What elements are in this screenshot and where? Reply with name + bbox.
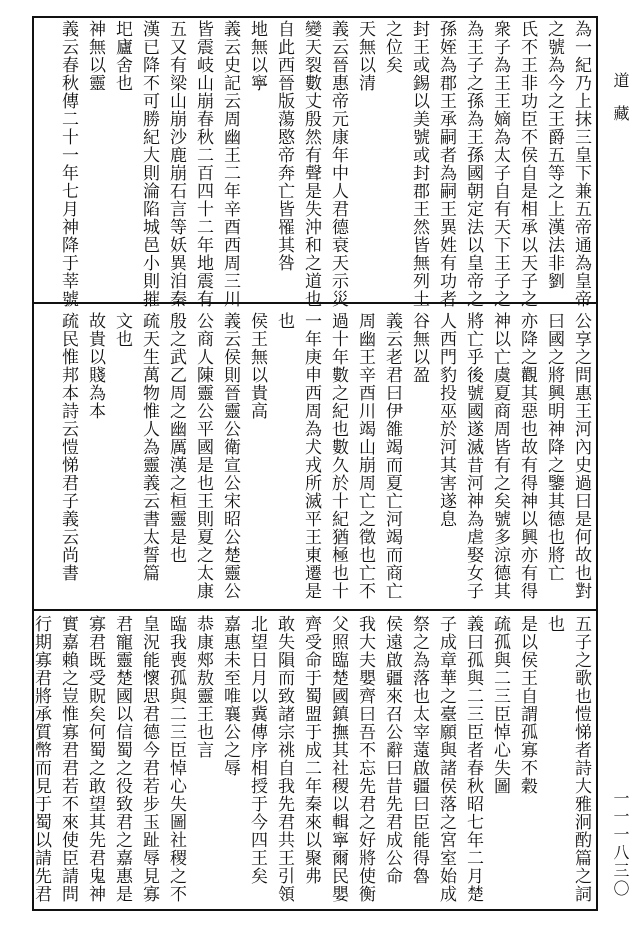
- text-column: 為一紀乃上抹三皇下兼五帝通為皇帝: [571, 20, 591, 308]
- text-column: 自此西晉版蕩愍帝奔亡皆罹其咎: [274, 20, 294, 272]
- text-column: 氏不王非功臣不侯自是相承以天子之: [517, 20, 537, 308]
- text-column: 我大夫嬰齊曰吾不忘先君之好將使衡: [355, 615, 375, 903]
- text-column: 疏孤與二三臣悼心失圖: [490, 615, 510, 795]
- text-panel-middle: [36, 312, 594, 606]
- text-column: 敢失隕而致諸宗祧自我先君共王引領: [274, 615, 294, 903]
- text-column: 殷之武乙周之幽厲漢之桓靈是也: [166, 312, 186, 564]
- text-column: 義云春秋傳二十一年七月神降于莘號: [58, 20, 78, 308]
- text-column: 疏民惟邦本詩云愷悌君子義云尚書: [58, 312, 78, 582]
- text-column: 公商人陳靈公平國是也王則夏之太康: [193, 312, 213, 600]
- text-column: 子成章華之臺願與諸侯落之宮室始成: [436, 615, 456, 903]
- text-column: 亦降之觀其惡也故有得神以興亦有得: [517, 312, 537, 600]
- text-column: 疏天生萬物惟人為靈義云書太誓篇: [139, 312, 159, 582]
- text-column: 衆子為王王嫡為太子自有天下王子之: [490, 20, 510, 308]
- column-group: [36, 20, 594, 308]
- text-column: 一年庚申西周為犬戎所滅平王東遷是: [301, 312, 321, 600]
- text-column: 人西門豹投巫於河其害遂息: [436, 312, 456, 528]
- text-column: 是以侯王自謂孤寡不穀: [517, 615, 537, 795]
- text-column: 神以亡虞夏商周皆有之矣號多涼德其: [490, 312, 510, 600]
- text-column: 孫姪為郡王承嗣者為嗣王異姓有功者: [436, 20, 456, 308]
- text-column: 變天裂數丈殷然有聲是失沖和之道也: [301, 20, 321, 308]
- text-column: 義曰孤與二三臣者春秋昭七年二月楚: [463, 615, 483, 903]
- text-column: 也: [274, 312, 294, 330]
- text-column: 也: [544, 615, 564, 633]
- text-panel-top: [36, 20, 594, 308]
- text-column: 侯王無以貴高: [247, 312, 267, 420]
- text-column: 齊受命于蜀盟于成二年秦來以聚弗: [301, 615, 321, 885]
- text-column: 曰國之將興明神降之鑒其德也將亡: [544, 312, 564, 582]
- text-column: 過十年數之紀也數久於十紀猶極也十: [328, 312, 348, 600]
- text-column: 天無以清: [355, 20, 375, 92]
- column-group: [36, 312, 594, 606]
- text-column: 祭之為落也太宰薳啟疆曰臣能得魯: [409, 615, 429, 885]
- text-column: 圯廬舍也: [112, 20, 132, 92]
- text-column: 皆震岐山崩春秋二百四十二年地震有: [193, 20, 213, 308]
- text-column: 五又有梁山崩沙鹿崩石言等妖異洎秦: [166, 20, 186, 308]
- text-column: 君寵靈楚國以信蜀之役致君之嘉惠是: [112, 615, 132, 903]
- text-column: 漢已降不可勝紀大則淪陷城邑小則摧: [139, 20, 159, 308]
- text-column: 文也: [112, 312, 132, 348]
- text-column: 臨我喪孤與二三臣悼心失圖社稷之不: [166, 615, 186, 903]
- text-column: 義云晉惠帝元康年中人君德衰天示災: [328, 20, 348, 308]
- text-column: 父照臨楚國鎮撫其社稷以輯寧爾民嬰: [328, 615, 348, 903]
- text-column: 嘉惠未至唯襄公之辱: [220, 615, 240, 777]
- text-column: 恭康郟敖靈王也言: [193, 615, 213, 759]
- text-column: 皇況能懷思君德今君若步玉趾辱見寡: [139, 615, 159, 903]
- panel-divider-2: [32, 609, 598, 611]
- text-panel-bottom: [31, 615, 594, 907]
- column-group: [31, 615, 594, 907]
- text-column: 侯遠啟疆來召公辭曰昔先君成公命: [382, 615, 402, 885]
- text-column: 五子之歌也愷悌者詩大雅泂酌篇之詞: [571, 615, 591, 903]
- text-column: 義云老君曰伊雒竭而夏亡河竭而商亡: [382, 312, 402, 600]
- text-column: 神無以靈: [85, 20, 105, 92]
- text-column: 故貴以賤為本: [85, 312, 105, 420]
- text-column: 實嘉賴之豈惟寡君君若不來使臣請問: [58, 615, 78, 903]
- text-column: 寡君既受貺矣何蜀之敢望其先君鬼神: [85, 615, 105, 903]
- collection-label: 道 藏: [611, 72, 630, 128]
- text-column: 將亡乎後號國遂滅昔河神為虐娶女子: [463, 312, 483, 600]
- text-column: 谷無以盈: [409, 312, 429, 384]
- text-column: 之位矣: [382, 20, 402, 74]
- page-number: 一一一八三〇: [611, 790, 630, 898]
- text-column: 北望日月以冀傳序相授于今四王矣: [247, 615, 267, 885]
- text-column: 義云史記云周幽王二年辛酉西周三川: [220, 20, 240, 308]
- text-column: 公享之問惠王河內史過曰是何故也對: [571, 312, 591, 600]
- text-column: 為王子之孫為王孫國朝定法以皇帝之: [463, 20, 483, 308]
- text-column: 之號為今之王爵五等之上漢法非劉: [544, 20, 564, 290]
- text-column: 封王或錫以美號或封郡王然皆無列土: [409, 20, 429, 308]
- text-column: 地無以寧: [247, 20, 267, 92]
- text-column: 義云侯則晉靈公衛宣公宋昭公楚靈公: [220, 312, 240, 600]
- text-column: 周幽王辛酉川竭山崩周亡之徵也亡不: [355, 312, 375, 600]
- text-column: 行期寡君將承質幣而見于蜀以請先君: [31, 615, 51, 903]
